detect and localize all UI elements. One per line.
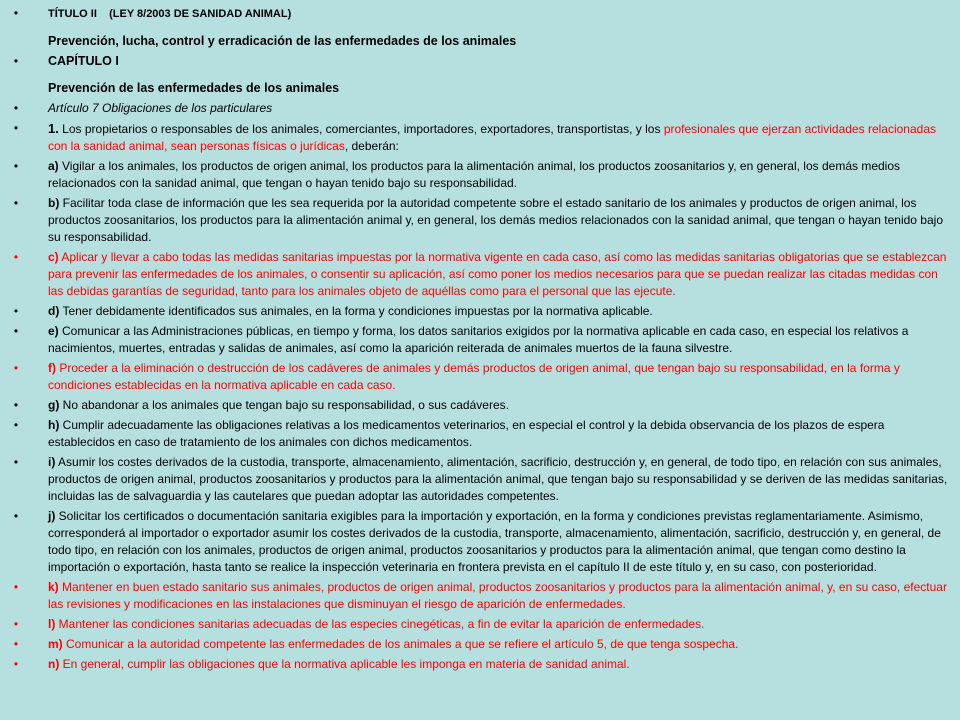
- item-text: No abandonar a los animales que tengan bajo su responsabilidad, o sus cadáveres.: [59, 398, 509, 412]
- item-label: e): [48, 324, 59, 338]
- list-item: [10, 323, 948, 357]
- bullet-dot: •: [13, 159, 19, 173]
- item-label: j): [48, 509, 56, 523]
- item-text: Mantener en buen estado sanitario sus animales, productos de origen animal, productos zoosanitarios y productos para la alimentación animal, y, en su caso, efectuar las revisiones y modificaciones en las instalaciones que disminuyan el riesgo de aparición de enfermedades.: [48, 580, 947, 611]
- item-label: m): [48, 637, 63, 651]
- item-text: En general, cumplir las obligaciones que la normativa aplicable les imponga en materia de sanidad animal.: [59, 657, 630, 671]
- intro-text-end: , deberán:: [344, 139, 399, 153]
- item-label: d): [48, 304, 60, 318]
- bullet-dot: •: [13, 398, 19, 412]
- bullet-dot: •: [13, 361, 19, 375]
- list-item: [10, 454, 948, 505]
- item-text: Tener debidamente identificados sus animales, en la forma y condiciones impuestas por la normativa aplicable.: [59, 304, 653, 318]
- item-label: n): [48, 657, 60, 671]
- item-label: a): [48, 159, 59, 173]
- item-text: Cumplir adecuadamente las obligaciones relativas a los medicamentos veterinarios, en especial el control y la debida observancia de los plazos de espera establecidos en caso de tratamiento de los animales con dichos medicamentos.: [48, 418, 885, 449]
- bullet-dot: •: [13, 418, 19, 432]
- list-item: [10, 360, 948, 394]
- list-item: [10, 579, 948, 613]
- list-item: [10, 616, 948, 633]
- list-item: [10, 303, 948, 320]
- capitulo-heading: CAPÍTULO I: [48, 54, 119, 68]
- bullet-articulo: [10, 100, 948, 117]
- articulo-title: Artículo 7 Obligaciones de los particulares: [48, 101, 273, 115]
- bullet-dot: •: [13, 637, 19, 651]
- bullet-dot: •: [13, 6, 19, 20]
- item-label: i): [48, 455, 56, 469]
- list-item: [10, 249, 948, 300]
- intro-text-red: profesionales que ejerzan actividades relacionadas con la sanidad animal, sean personas físicas o jurídicas: [48, 122, 936, 153]
- item-label: h): [48, 418, 60, 432]
- bullet-dot: •: [13, 455, 19, 469]
- item-label: k): [48, 580, 59, 594]
- item-text: Aplicar y llevar a cabo todas las medidas sanitarias impuestas por la normativa vigente en cada caso, así como las medidas sanitarias obligatorias que se establezcan para prevenir las enfermedades de los animales, o consentir su aplicación, así como poner los medios necesarios para que se puedan realizar las citadas medidas con las debidas garantías de seguridad, tanto para los animales objeto de aquéllas como para el personal que las ejecute.: [48, 250, 947, 298]
- bullet-intro: [10, 120, 948, 155]
- titulo-heading: TÍTULO II (LEY 8/2003 DE SANIDAD ANIMAL): [48, 8, 292, 20]
- item-text: Solicitar los certificados o documentación sanitaria exigibles para la importación y exportación, en la forma y condiciones previstas reglamentariamente. Asimismo, corresponderá al importador o exportador asumir los costes derivados de la custodia, transporte, almacenamiento, alimentación, sacrificio, destrucción y, en general, de todo tipo, en relación con los animales, productos de origen animal, productos zoosanitarios y productos para la alimentación animal, que tengan como destino la importación o exportación, hasta tanto se realice la inspección veterinaria en frontera prevista en el capítulo II de este título y, en su caso, con posterioridad.: [48, 509, 941, 574]
- bullet-dot: •: [13, 304, 19, 318]
- intro-text: Los propietarios o responsables de los animales, comerciantes, importadores, exportadores, transportistas, y los: [58, 122, 664, 136]
- list-item: [10, 656, 948, 673]
- intro-label: 1.: [48, 121, 59, 136]
- item-label: b): [48, 196, 60, 210]
- list-item: [10, 397, 948, 414]
- obligations-list: [10, 158, 948, 673]
- bullet-capitulo: [10, 53, 948, 97]
- titulo-subtitle: Prevención, lucha, control y erradicación de las enfermedades de los animales: [48, 34, 517, 48]
- item-text: Comunicar a la autoridad competente las enfermedades de los animales a que se refiere el artículo 5, de que tenga sospecha.: [62, 637, 739, 651]
- list-item: [10, 508, 948, 576]
- list-item: [10, 195, 948, 246]
- bullet-dot: •: [13, 657, 19, 671]
- item-label: c): [48, 250, 59, 264]
- bullet-dot: •: [13, 101, 19, 115]
- item-label: l): [48, 617, 56, 631]
- item-text: Comunicar a las Administraciones públicas, en tiempo y forma, los datos sanitarios exigidos por la normativa aplicable en cada caso, en especial los relativos a nacimientos, muertes, entradas y salidas de animales, así como la aparición reiterada de animales muertos de la fauna silvestre.: [48, 324, 909, 355]
- item-text: Proceder a la eliminación o destrucción de los cadáveres de animales y demás productos de origen animal, que tengan bajo su responsabilidad, en la forma y condiciones establecidas en la normativa aplicable en cada caso.: [48, 361, 900, 392]
- bullet-dot: •: [13, 617, 19, 631]
- item-text: Mantener las condiciones sanitarias adecuadas de las especies cinegéticas, a fin de evitar la aparición de enfermedades.: [55, 617, 705, 631]
- item-text: Vigilar a los animales, los productos de origen animal, los productos para la alimentación animal, los productos zoosanitarios y, en general, los demás medios relacionados con la sanidad animal, que tengan o hayan tenido bajo su responsabilidad.: [48, 159, 901, 190]
- bullet-dot: •: [13, 196, 19, 210]
- item-label: g): [48, 398, 60, 412]
- bullet-titulo: [10, 5, 948, 50]
- item-text: Asumir los costes derivados de la custodia, transporte, almacenamiento, alimentación, sacrificio, destrucción y, en general, de todo tipo, en relación con sus animales, productos de origen animal, productos zoosanitarios y productos para la alimentación animal, que tengan bajo su responsabilidad y se deriven de las medidas sanitarias, incluidas las de salvaguardia y las cautelares que puedan adoptar las autoridades competentes.: [48, 455, 948, 503]
- bullet-dot: •: [13, 54, 19, 68]
- item-text: Facilitar toda clase de información que les sea requerida por la autoridad competente sobre el estado sanitario de los animales y productos de origen animal, los productos zoosanitarios, los productos para la alimentación animal y, en general, los demás medios relacionados con la sanidad animal, que tengan o hayan tenido bajo su responsabilidad.: [48, 196, 943, 244]
- list-item: [10, 636, 948, 653]
- list-item: [10, 417, 948, 451]
- list-item: [10, 158, 948, 192]
- bullet-dot: •: [13, 580, 19, 594]
- bullet-dot: •: [13, 509, 19, 523]
- capitulo-subtitle: Prevención de las enfermedades de los animales: [48, 81, 340, 95]
- bullet-dot: •: [13, 324, 19, 338]
- bullet-dot: •: [13, 121, 19, 135]
- bullet-dot: •: [13, 250, 19, 264]
- item-label: f): [48, 361, 56, 375]
